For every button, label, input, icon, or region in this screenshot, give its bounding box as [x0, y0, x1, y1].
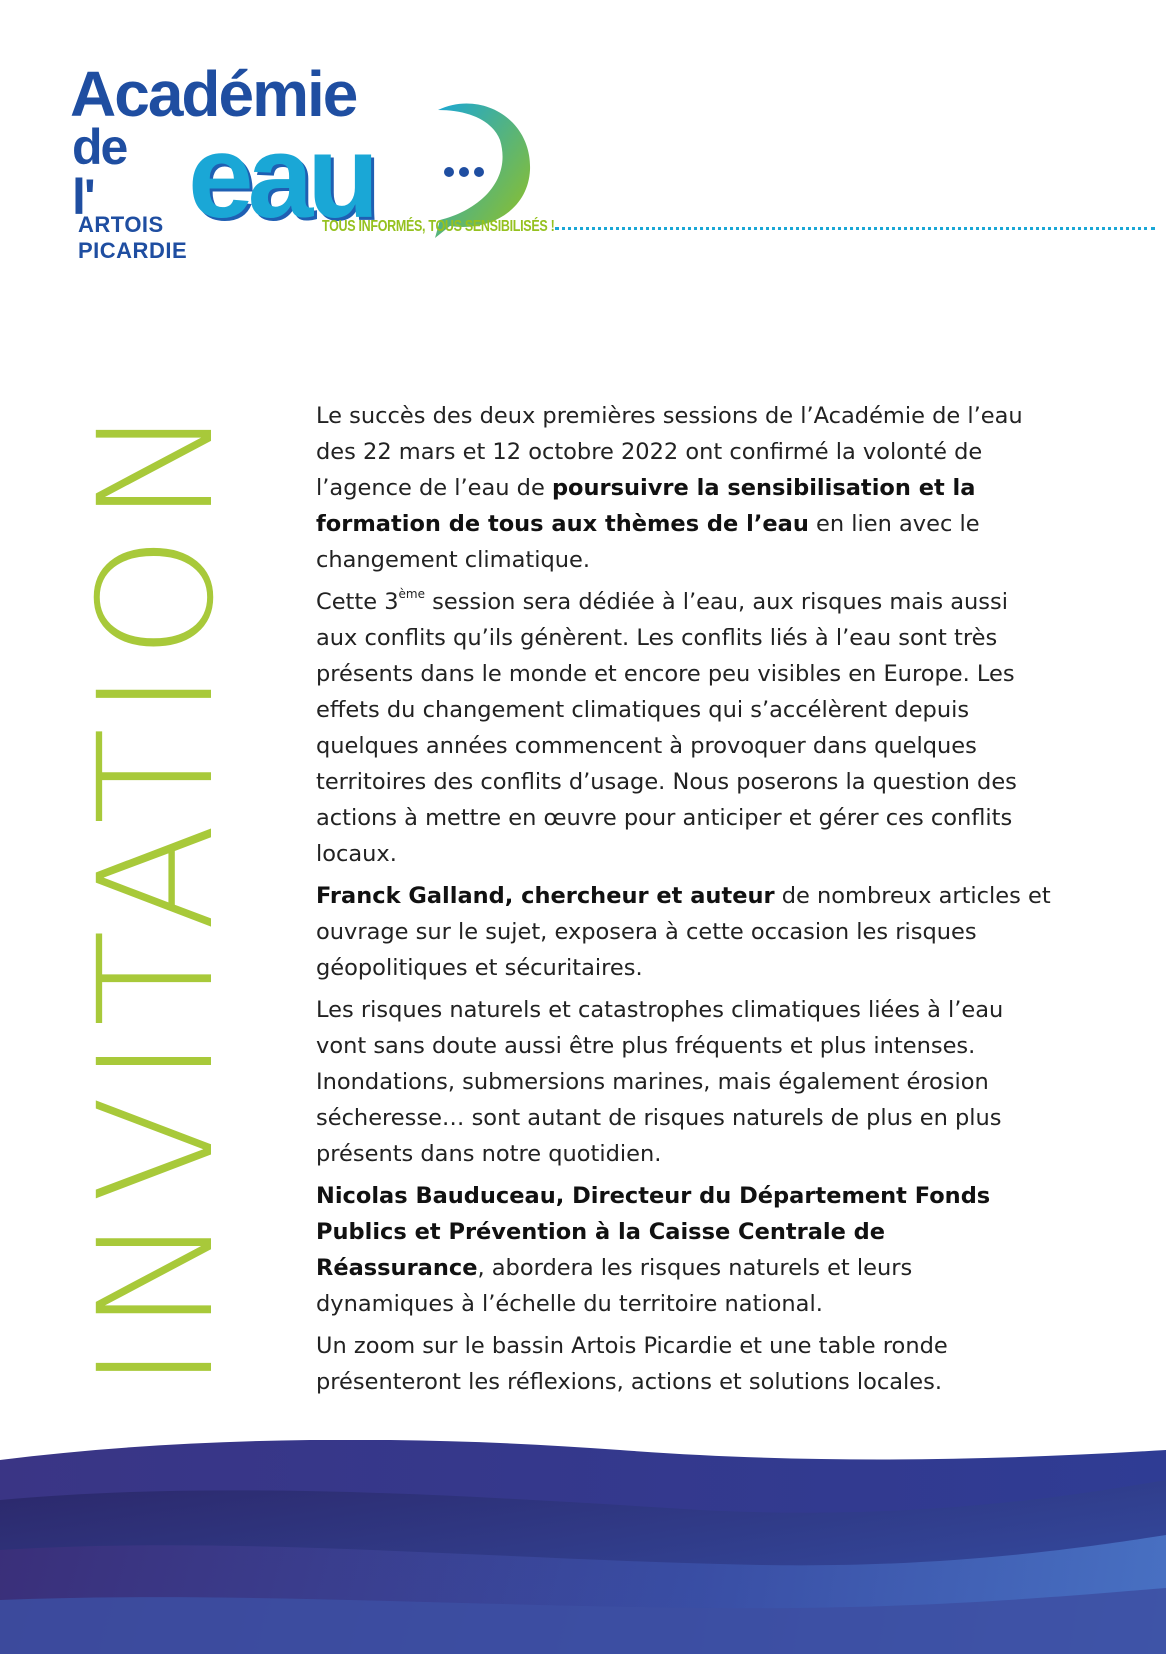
logo-region-line2: PICARDIE [78, 238, 188, 263]
logo-tagline: TOUS INFORMÉS, TOUS SENSIBILISÉS ! [322, 217, 555, 235]
logo [60, 40, 570, 263]
logo-region-line1: ARTOIS [78, 212, 164, 237]
paragraph-closing: Un zoom sur le bassin Artois Picardie et une table ronde présenteront les réflexions, actions et solutions locales. [316, 1333, 948, 1395]
logo-eau-word: eau [188, 111, 374, 243]
bottom-wave-decoration [0, 1440, 1166, 1654]
logo-title-line1: Académie [70, 58, 357, 130]
intro-highlight: poursuivre la sensibilisation et la formation de tous aux thèmes de l’eau [316, 475, 976, 537]
logo-title-line2: de l' [72, 119, 127, 225]
invitation-body [316, 398, 1056, 1406]
invitation-vertical-title: INVITATION [65, 394, 249, 1390]
paragraph-session: Cette 3ème session sera dédiée à l’eau, aux risques mais aussi aux conflits qu’ils génèrent. Les conflits liés à l’eau sont très présents dans le monde et encore peu visibles en Europe. Les effets du changement climatiques qui s’accélèrent depuis quelques années commencent à provoquer dans quelques territoires des conflits d’usage. Nous poserons la question des actions à mettre en œuvre pour anticiper et gérer ces conflits locaux. [316, 587, 1017, 867]
speaker-1-name: Franck Galland, chercheur et auteur [316, 883, 775, 909]
paragraph-speaker-2: Nicolas Bauduceau, Directeur du Département Fonds Publics et Prévention à la Caisse Centrale de Réassurance, abordera les risques naturels et leurs dynamiques à l’échelle du territoire national. [316, 1183, 991, 1317]
paragraph-intro: Le succès des deux premières sessions de l’Académie de l’eau des 22 mars et 12 octobre 2022 ont confirmé la volonté de l’agence de l’eau de poursuivre la sensibilisation et la formation de tous aux thèmes de l’eau en lien avec le changement climatique. [316, 403, 1023, 573]
speaker-2-name: Nicolas Bauduceau, Directeur du Département Fonds Publics et Prévention à la Caisse Centrale de Réassurance [316, 1183, 991, 1281]
paragraph-speaker-1: Franck Galland, chercheur et auteur de nombreux articles et ouvrage sur le sujet, exposera à cette occasion les risques géopolitiques et sécuritaires. [316, 883, 1051, 981]
paragraph-risks: Les risques naturels et catastrophes climatiques liées à l’eau vont sans doute aussi être plus fréquents et plus intenses. Inondations, submersions marines, mais également érosion sécheresse… sont autant de risques naturels de plus en plus présents dans notre quotidien. [316, 997, 1004, 1167]
dotted-divider [555, 227, 1155, 230]
